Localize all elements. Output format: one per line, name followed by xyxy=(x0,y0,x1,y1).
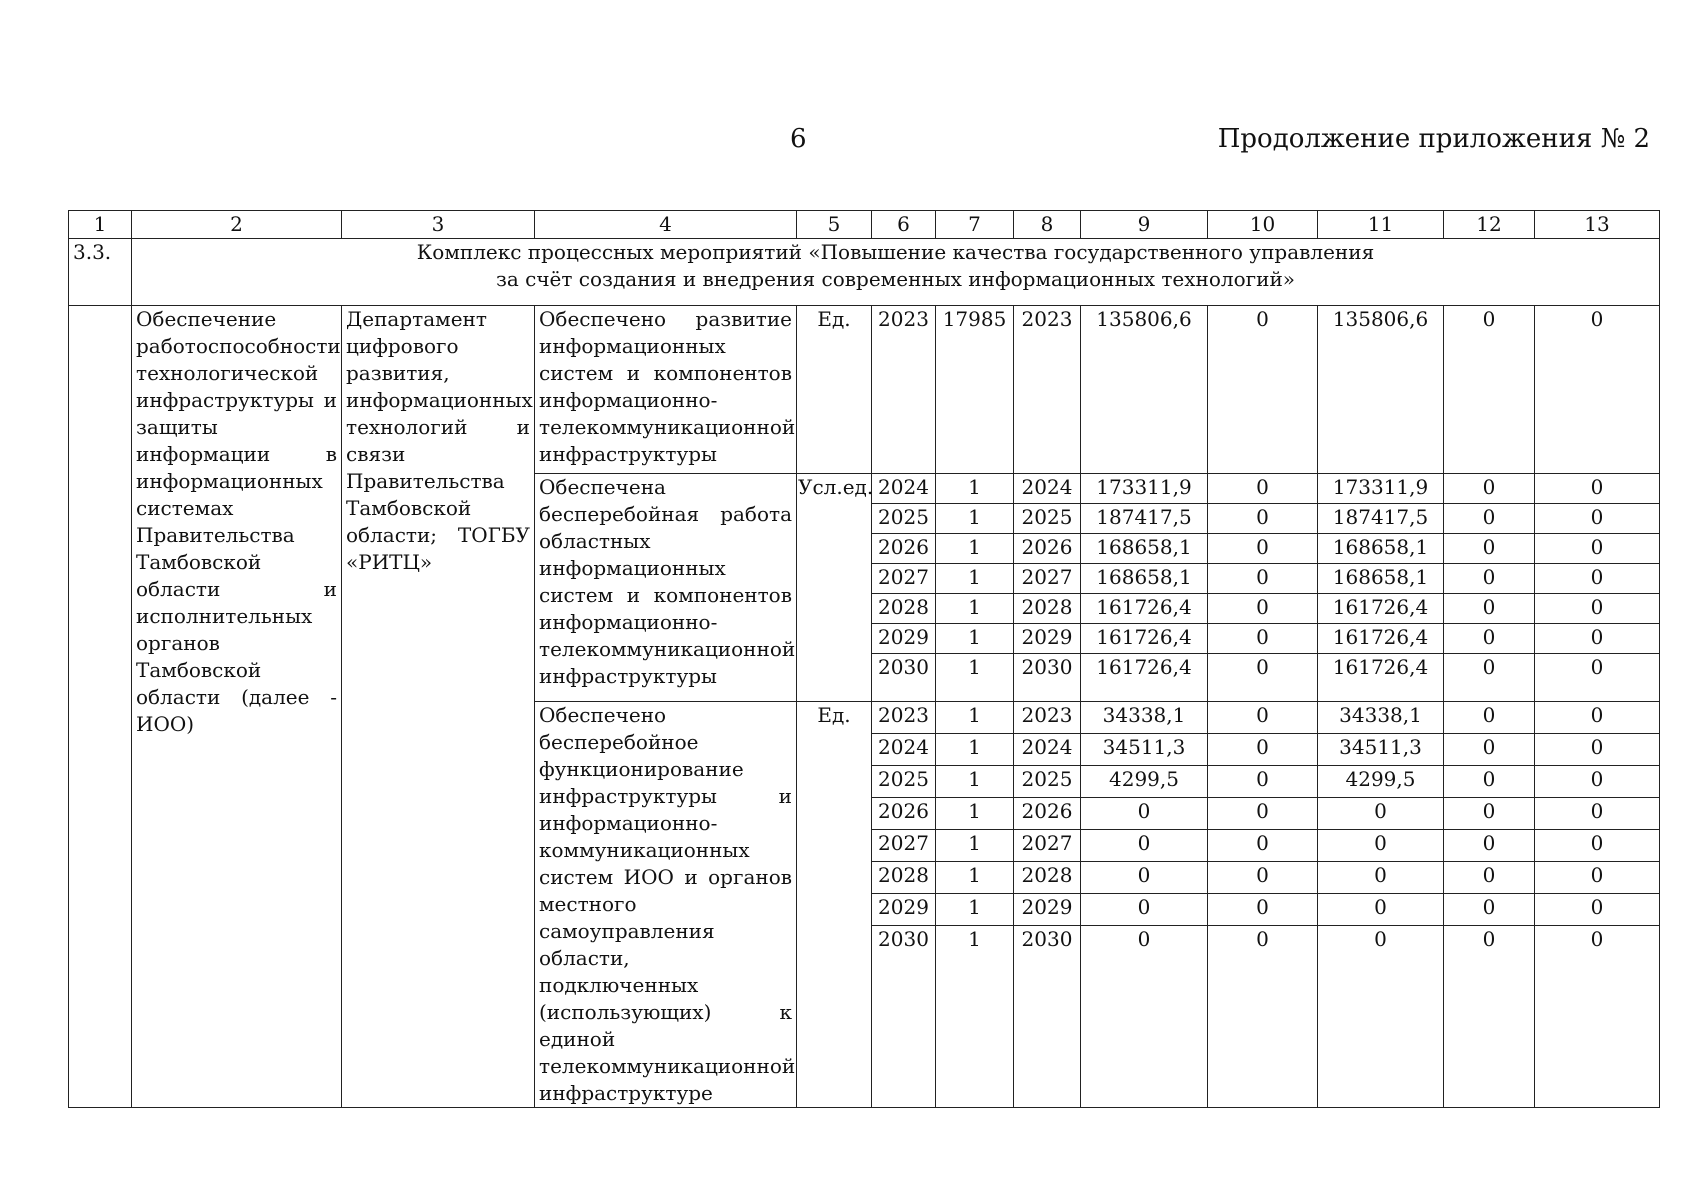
value-cell-c6: 2024 xyxy=(872,474,936,504)
value-cell-c11: 173311,9 xyxy=(1318,474,1444,504)
value-cell-c10: 0 xyxy=(1208,766,1318,798)
value-cell-c6: 2024 xyxy=(872,734,936,766)
value-cell-c9: 187417,5 xyxy=(1081,504,1208,534)
value-cell-c13: 0 xyxy=(1535,894,1660,926)
value-cell-c8: 2024 xyxy=(1014,734,1081,766)
value-cell-c8: 2025 xyxy=(1014,766,1081,798)
row-number-cell xyxy=(69,306,132,1108)
value-cell-c9: 0 xyxy=(1081,926,1208,1108)
value-cell-c10: 0 xyxy=(1208,564,1318,594)
measures-table xyxy=(68,210,1660,1108)
value-cell-c9: 173311,9 xyxy=(1081,474,1208,504)
value-cell-c6: 2029 xyxy=(872,894,936,926)
section-number: 3.3. xyxy=(69,239,132,306)
value-cell-c12: 0 xyxy=(1444,830,1535,862)
value-cell-c8: 2025 xyxy=(1014,504,1081,534)
value-cell-c9: 4299,5 xyxy=(1081,766,1208,798)
value-cell-c6: 2023 xyxy=(872,702,936,734)
value-cell-c10: 0 xyxy=(1208,534,1318,564)
value-cell-c7: 1 xyxy=(936,654,1014,702)
value-cell-c7: 1 xyxy=(936,894,1014,926)
unit-cell: Ед. xyxy=(797,306,872,474)
value-cell-c11: 4299,5 xyxy=(1318,766,1444,798)
value-cell-c13: 0 xyxy=(1535,564,1660,594)
column-number: 12 xyxy=(1444,211,1535,239)
value-cell-c8: 2027 xyxy=(1014,564,1081,594)
value-cell-c11: 0 xyxy=(1318,926,1444,1108)
value-cell-c6: 2028 xyxy=(872,594,936,624)
value-cell-c6: 2030 xyxy=(872,926,936,1108)
value-cell-c6: 2030 xyxy=(872,654,936,702)
column-number: 5 xyxy=(797,211,872,239)
value-cell-c7: 1 xyxy=(936,624,1014,654)
value-cell-c13: 0 xyxy=(1535,306,1660,474)
table-row xyxy=(69,306,1660,474)
value-cell-c9: 0 xyxy=(1081,894,1208,926)
value-cell-c13: 0 xyxy=(1535,734,1660,766)
value-cell-c13: 0 xyxy=(1535,504,1660,534)
value-cell-c10: 0 xyxy=(1208,474,1318,504)
value-cell-c10: 0 xyxy=(1208,624,1318,654)
task-cell: Обеспечение работоспособности технологической инфраструктуры и защиты информации в информационных системах Правительства Тамбовской области и исполнительных органов Тамбовской области (далее - ИОО) xyxy=(132,306,342,1108)
value-cell-c12: 0 xyxy=(1444,862,1535,894)
value-cell-c12: 0 xyxy=(1444,534,1535,564)
value-cell-c10: 0 xyxy=(1208,306,1318,474)
unit-cell: Усл.ед. xyxy=(797,474,872,702)
value-cell-c7: 1 xyxy=(936,926,1014,1108)
value-cell-c12: 0 xyxy=(1444,798,1535,830)
value-cell-c12: 0 xyxy=(1444,894,1535,926)
value-cell-c8: 2028 xyxy=(1014,594,1081,624)
section-title-line-1: Комплекс процессных мероприятий «Повышение качества государственного управления xyxy=(416,240,1375,264)
section-title-line-2: за счёт создания и внедрения современных информационных технологий» xyxy=(495,267,1296,291)
value-cell-c9: 34338,1 xyxy=(1081,702,1208,734)
value-cell-c7: 1 xyxy=(936,504,1014,534)
value-cell-c10: 0 xyxy=(1208,702,1318,734)
value-cell-c6: 2027 xyxy=(872,564,936,594)
value-cell-c7: 1 xyxy=(936,564,1014,594)
value-cell-c6: 2025 xyxy=(872,504,936,534)
column-number: 11 xyxy=(1318,211,1444,239)
value-cell-c11: 34511,3 xyxy=(1318,734,1444,766)
page-number: 6 xyxy=(790,124,807,154)
value-cell-c13: 0 xyxy=(1535,474,1660,504)
value-cell-c10: 0 xyxy=(1208,926,1318,1108)
value-cell-c11: 161726,4 xyxy=(1318,624,1444,654)
value-cell-c12: 0 xyxy=(1444,702,1535,734)
column-number-row xyxy=(69,211,1660,239)
result-name-cell: Обеспечена бесперебойная работа областных информационных систем и компонентов информационно-телекоммуникационной инфраструктуры xyxy=(535,474,797,702)
result-name-cell: Обеспечено бесперебойное функционирование инфраструктуры и информационно-коммуникационных систем ИОО и органов местного самоуправления области, подключенных (использующих) к единой телекоммуникационной инфраструктуре xyxy=(535,702,797,1108)
value-cell-c7: 1 xyxy=(936,594,1014,624)
value-cell-c12: 0 xyxy=(1444,564,1535,594)
value-cell-c8: 2029 xyxy=(1014,624,1081,654)
value-cell-c9: 0 xyxy=(1081,862,1208,894)
column-number: 3 xyxy=(342,211,535,239)
value-cell-c10: 0 xyxy=(1208,894,1318,926)
responsible-cell: Департамент цифрового развития, информационных технологий и связи Правительства Тамбовской области; ТОГБУ «РИТЦ» xyxy=(342,306,535,1108)
value-cell-c8: 2030 xyxy=(1014,926,1081,1108)
value-cell-c7: 1 xyxy=(936,474,1014,504)
value-cell-c7: 17985 xyxy=(936,306,1014,474)
value-cell-c12: 0 xyxy=(1444,734,1535,766)
value-cell-c12: 0 xyxy=(1444,504,1535,534)
value-cell-c13: 0 xyxy=(1535,766,1660,798)
value-cell-c10: 0 xyxy=(1208,862,1318,894)
value-cell-c13: 0 xyxy=(1535,702,1660,734)
value-cell-c7: 1 xyxy=(936,830,1014,862)
column-number: 10 xyxy=(1208,211,1318,239)
column-number: 13 xyxy=(1535,211,1660,239)
value-cell-c9: 168658,1 xyxy=(1081,564,1208,594)
value-cell-c6: 2029 xyxy=(872,624,936,654)
value-cell-c10: 0 xyxy=(1208,830,1318,862)
value-cell-c9: 135806,6 xyxy=(1081,306,1208,474)
section-row xyxy=(69,239,1660,306)
value-cell-c9: 161726,4 xyxy=(1081,654,1208,702)
value-cell-c7: 1 xyxy=(936,534,1014,564)
value-cell-c12: 0 xyxy=(1444,594,1535,624)
value-cell-c10: 0 xyxy=(1208,504,1318,534)
value-cell-c11: 34338,1 xyxy=(1318,702,1444,734)
value-cell-c12: 0 xyxy=(1444,474,1535,504)
value-cell-c13: 0 xyxy=(1535,534,1660,564)
value-cell-c11: 168658,1 xyxy=(1318,534,1444,564)
value-cell-c8: 2028 xyxy=(1014,862,1081,894)
value-cell-c12: 0 xyxy=(1444,926,1535,1108)
section-title xyxy=(132,239,1660,306)
value-cell-c7: 1 xyxy=(936,702,1014,734)
value-cell-c11: 0 xyxy=(1318,862,1444,894)
appendix-caption: Продолжение приложения № 2 xyxy=(1217,124,1650,154)
value-cell-c7: 1 xyxy=(936,798,1014,830)
value-cell-c11: 0 xyxy=(1318,798,1444,830)
value-cell-c12: 0 xyxy=(1444,306,1535,474)
column-number: 1 xyxy=(69,211,132,239)
value-cell-c12: 0 xyxy=(1444,624,1535,654)
value-cell-c13: 0 xyxy=(1535,862,1660,894)
value-cell-c12: 0 xyxy=(1444,766,1535,798)
value-cell-c11: 0 xyxy=(1318,894,1444,926)
value-cell-c7: 1 xyxy=(936,862,1014,894)
value-cell-c13: 0 xyxy=(1535,594,1660,624)
value-cell-c10: 0 xyxy=(1208,734,1318,766)
value-cell-c13: 0 xyxy=(1535,624,1660,654)
value-cell-c8: 2026 xyxy=(1014,798,1081,830)
value-cell-c12: 0 xyxy=(1444,654,1535,702)
value-cell-c9: 161726,4 xyxy=(1081,624,1208,654)
value-cell-c9: 161726,4 xyxy=(1081,594,1208,624)
value-cell-c8: 2023 xyxy=(1014,306,1081,474)
value-cell-c8: 2030 xyxy=(1014,654,1081,702)
value-cell-c9: 0 xyxy=(1081,798,1208,830)
value-cell-c7: 1 xyxy=(936,734,1014,766)
value-cell-c9: 0 xyxy=(1081,830,1208,862)
value-cell-c9: 168658,1 xyxy=(1081,534,1208,564)
value-cell-c6: 2027 xyxy=(872,830,936,862)
value-cell-c11: 161726,4 xyxy=(1318,594,1444,624)
column-number: 6 xyxy=(872,211,936,239)
value-cell-c6: 2028 xyxy=(872,862,936,894)
value-cell-c7: 1 xyxy=(936,766,1014,798)
unit-cell: Ед. xyxy=(797,702,872,1108)
value-cell-c9: 34511,3 xyxy=(1081,734,1208,766)
value-cell-c13: 0 xyxy=(1535,654,1660,702)
value-cell-c13: 0 xyxy=(1535,926,1660,1108)
value-cell-c6: 2025 xyxy=(872,766,936,798)
value-cell-c13: 0 xyxy=(1535,830,1660,862)
value-cell-c6: 2026 xyxy=(872,534,936,564)
value-cell-c8: 2027 xyxy=(1014,830,1081,862)
value-cell-c8: 2029 xyxy=(1014,894,1081,926)
value-cell-c11: 187417,5 xyxy=(1318,504,1444,534)
column-number: 4 xyxy=(535,211,797,239)
value-cell-c8: 2024 xyxy=(1014,474,1081,504)
value-cell-c10: 0 xyxy=(1208,654,1318,702)
value-cell-c6: 2026 xyxy=(872,798,936,830)
value-cell-c10: 0 xyxy=(1208,798,1318,830)
value-cell-c10: 0 xyxy=(1208,594,1318,624)
column-number: 9 xyxy=(1081,211,1208,239)
value-cell-c8: 2023 xyxy=(1014,702,1081,734)
value-cell-c6: 2023 xyxy=(872,306,936,474)
value-cell-c13: 0 xyxy=(1535,798,1660,830)
value-cell-c11: 168658,1 xyxy=(1318,564,1444,594)
value-cell-c11: 135806,6 xyxy=(1318,306,1444,474)
column-number: 2 xyxy=(132,211,342,239)
value-cell-c11: 0 xyxy=(1318,830,1444,862)
value-cell-c11: 161726,4 xyxy=(1318,654,1444,702)
column-number: 8 xyxy=(1014,211,1081,239)
column-number: 7 xyxy=(936,211,1014,239)
value-cell-c8: 2026 xyxy=(1014,534,1081,564)
result-name-cell: Обеспечено развитие информационных систем и компонентов информационно-телекоммуникационной инфраструктуры xyxy=(535,306,797,474)
